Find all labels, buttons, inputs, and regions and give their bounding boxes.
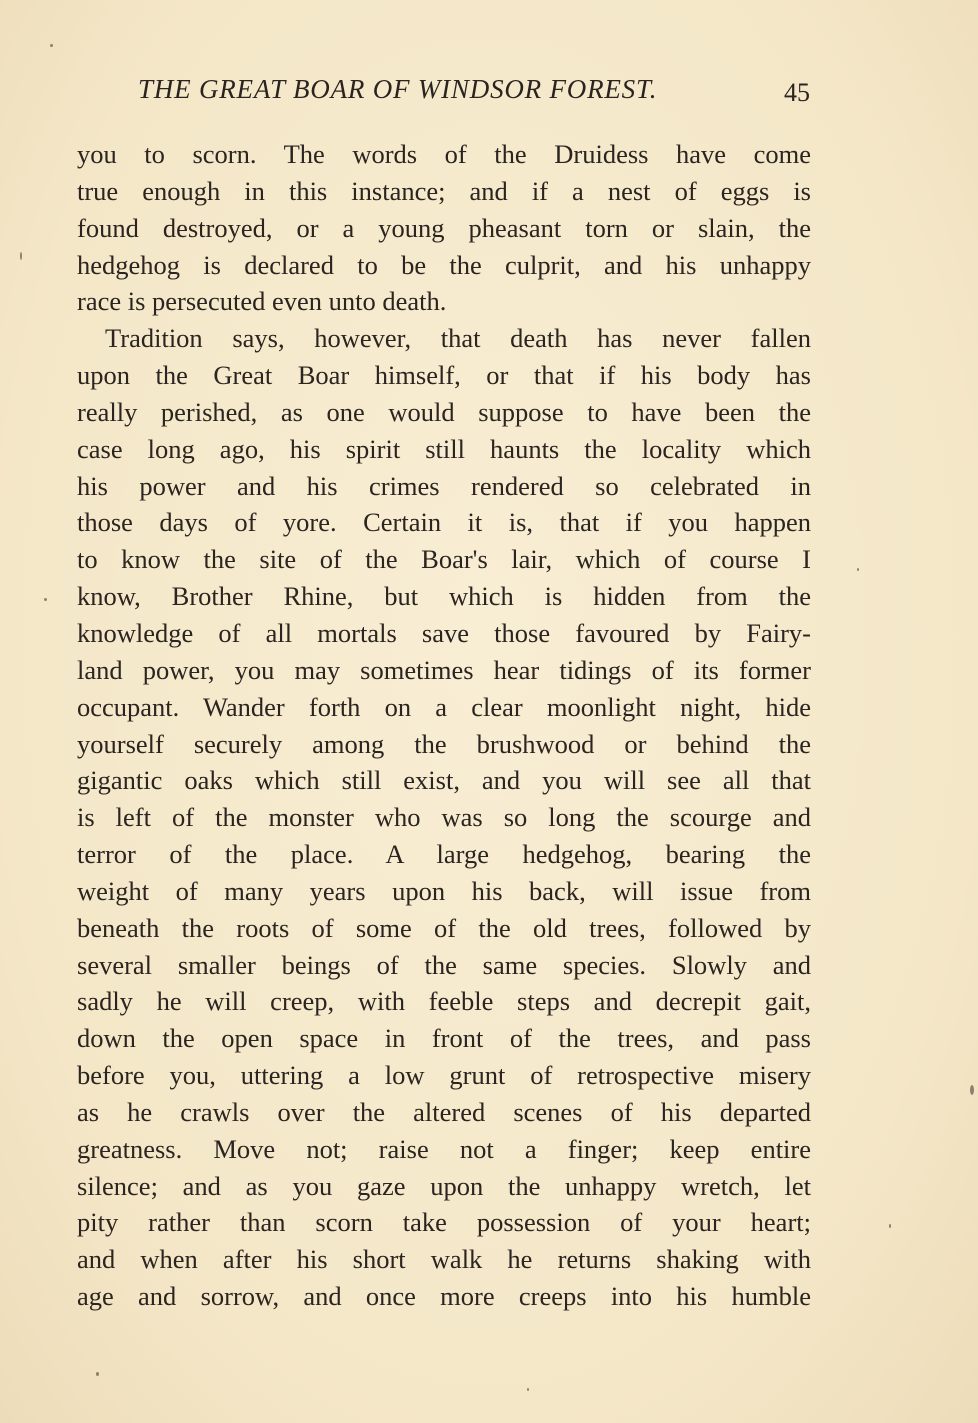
page-number: 45 [784, 78, 810, 107]
scan-speck [96, 1372, 99, 1376]
text-line: is left of the monster who was so long the scourge and [77, 802, 811, 833]
text-line: really perished, as one would suppose to have been the [77, 396, 811, 427]
text-line: case long ago, his spirit still haunts the locality which [77, 433, 811, 464]
text-line: Tradition says, however, that death has never fallen [105, 323, 811, 354]
text-line: as he crawls over the altered scenes of his departed [77, 1096, 811, 1127]
text-line: occupant. Wander forth on a clear moonlight night, hide [77, 691, 811, 722]
text-line: gigantic oaks which still exist, and you will see all that [77, 765, 811, 796]
scan-speck [20, 252, 22, 260]
text-line: those days of yore. Certain it is, that if you happen [77, 507, 811, 538]
text-line: down the open space in front of the trees, and pass [77, 1023, 811, 1054]
text-line: sadly he will creep, with feeble steps and decrepit gait, [77, 986, 811, 1017]
text-line: knowledge of all mortals save those favoured by Fairy- [77, 617, 811, 648]
text-line: several smaller beings of the same species. Slowly and [77, 949, 811, 980]
text-line: know, Brother Rhine, but which is hidden from the [77, 581, 811, 612]
text-line: greatness. Move not; raise not a finger; keep entire [77, 1133, 811, 1164]
text-line: and when after his short walk he returns shaking with [77, 1244, 811, 1275]
text-line: before you, uttering a low grunt of retrospective misery [77, 1060, 811, 1091]
text-line: silence; and as you gaze upon the unhappy wretch, let [77, 1170, 811, 1201]
text-line: found destroyed, or a young pheasant torn or slain, the [77, 212, 811, 243]
scan-speck [44, 598, 47, 601]
scan-speck [527, 1388, 529, 1391]
text-line: race is persecuted even unto death. [77, 286, 447, 317]
text-line: you to scorn. The words of the Druidess have come [77, 139, 811, 169]
scan-speck [889, 1224, 891, 1228]
body-text [77, 136, 811, 1315]
text-line: his power and his crimes rendered so celebrated in [77, 470, 811, 501]
text-line: land power, you may sometimes hear tidings of its former [77, 654, 811, 685]
scan-speck [970, 1085, 974, 1095]
text-line: yourself securely among the brushwood or behind the [77, 728, 811, 759]
scan-speck [50, 44, 53, 47]
text-line: age and sorrow, and once more creeps into his humble [77, 1281, 811, 1312]
page-header [138, 74, 818, 110]
text-line: terror of the place. A large hedgehog, bearing the [77, 839, 811, 870]
text-line: to know the site of the Boar's lair, which of course I [77, 544, 811, 575]
scan-speck [857, 568, 859, 571]
text-line: pity rather than scorn take possession of your heart; [77, 1207, 811, 1238]
text-line: weight of many years upon his back, will issue from [77, 875, 811, 906]
running-title: THE GREAT BOAR OF WINDSOR FOREST. [138, 74, 658, 104]
text-line: upon the Great Boar himself, or that if his body has [77, 360, 811, 391]
text-line: true enough in this instance; and if a nest of eggs is [77, 175, 811, 206]
text-line: hedgehog is declared to be the culprit, and his unhappy [77, 249, 811, 280]
text-line: beneath the roots of some of the old trees, followed by [77, 912, 811, 943]
